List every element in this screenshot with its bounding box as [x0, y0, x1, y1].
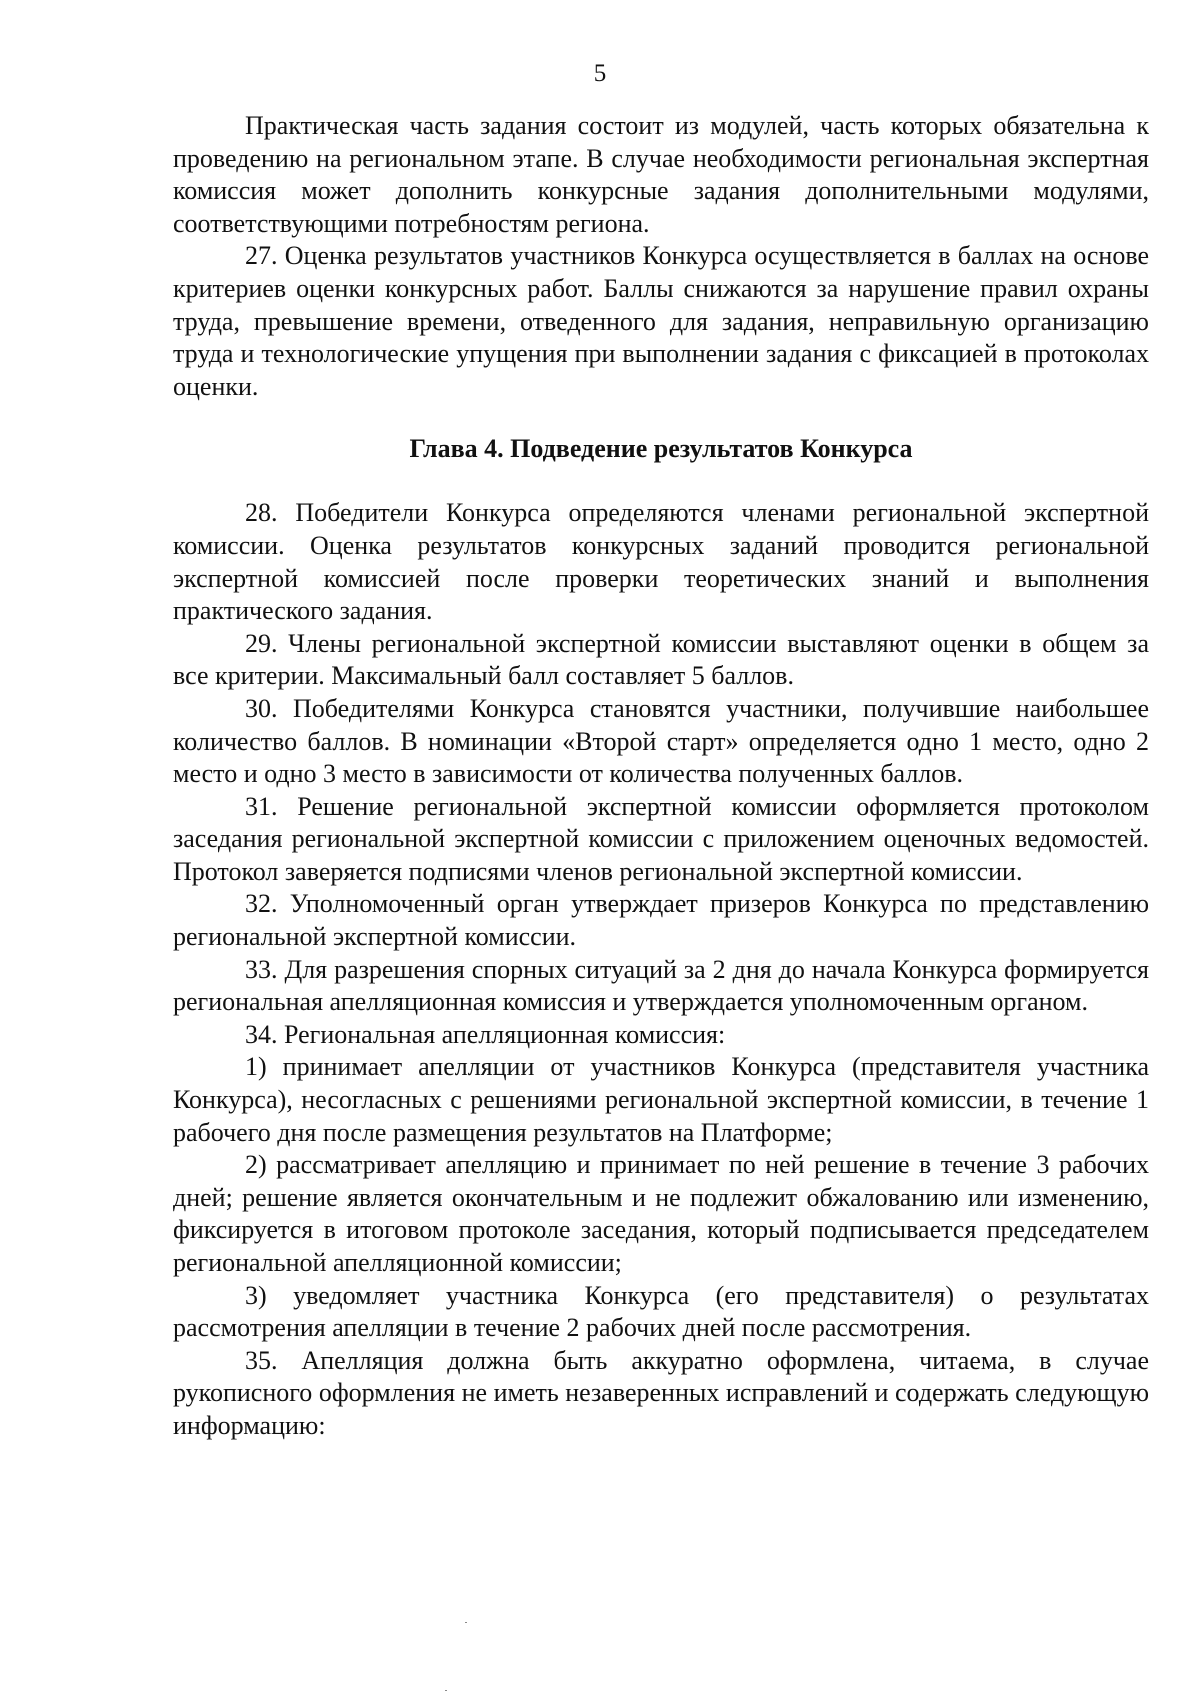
list-item: 1) принимает апелляции от участников Конкурса (представителя участника Конкурса), несогласных с решениями региональной экспертной комиссии, в течение 1 рабочего дня после размещения результатов на Платформе;: [173, 1052, 1149, 1147]
scan-speck: [465, 1622, 467, 1623]
paragraph: 31. Решение региональной экспертной комиссии оформляется протоколом заседания региональной экспертной комиссии с приложением оценочных ведомостей. Протокол заверяется подписями членов региональной экспертной комиссии.: [173, 791, 1149, 886]
paragraph: 27. Оценка результатов участников Конкурса осуществляется в баллах на основе критериев оценки конкурсных работ. Баллы снижаются за нарушение правил охраны труда, превышение времени, отведенного для задания, неправильную организацию труда и технологические упущения при выполнении задания с фиксацией в протоколах оценки.: [173, 241, 1149, 401]
paragraph: 32. Уполномоченный орган утверждает призеров Конкурса по представлению региональной экспертной комиссии.: [173, 889, 1149, 952]
paragraph: 29. Члены региональной экспертной комиссии выставляют оценки в общем за все критерии. Максимальный балл составляет 5 баллов.: [173, 628, 1149, 691]
paragraph: 33. Для разрешения спорных ситуаций за 2 дня до начала Конкурса формируется региональная апелляционная комиссия и утверждается уполномоченным органом.: [173, 954, 1149, 1017]
list-item: 2) рассматривает апелляцию и принимает по ней решение в течение 3 рабочих дней; решение является окончательным и не подлежит обжалованию или изменению, фиксируется в итоговом протоколе заседания, который подписывается председателем региональной апелляционной комиссии;: [173, 1150, 1149, 1277]
document-body: [173, 110, 1149, 1443]
scan-speck: [445, 1690, 447, 1691]
chapter-title: Глава 4. Подведение результатов Конкурса: [409, 434, 913, 464]
paragraph: Практическая часть задания состоит из модулей, часть которых обязательна к проведению на региональном этапе. В случае необходимости региональная экспертная комиссия может дополнить конкурсные задания дополнительными модулями, соответствующими потребностям региона.: [173, 111, 1149, 238]
paragraph: 34. Региональная апелляционная комиссия:: [245, 1019, 726, 1049]
list-item: 3) уведомляет участника Конкурса (его представителя) о результатах рассмотрения апелляции в течение 2 рабочих дней после рассмотрения.: [173, 1280, 1149, 1343]
page-number: 5: [593, 60, 607, 87]
paragraph: 28. Победители Конкурса определяются членами региональной экспертной комиссии. Оценка результатов конкурсных заданий проводится региональной экспертной комиссией после проверки теоретических знаний и выполнения практического задания.: [173, 498, 1149, 626]
paragraph: 30. Победителями Конкурса становятся участники, получившие наибольшее количество баллов. В номинации «Второй старт» определяется одно 1 место, одно 2 место и одно 3 место в зависимости от количества полученных баллов.: [173, 693, 1149, 789]
paragraph: 35. Апелляция должна быть аккуратно оформлена, читаема, в случае рукописного оформления не иметь незаверенных исправлений и содержать следующую информацию:: [173, 1345, 1149, 1440]
